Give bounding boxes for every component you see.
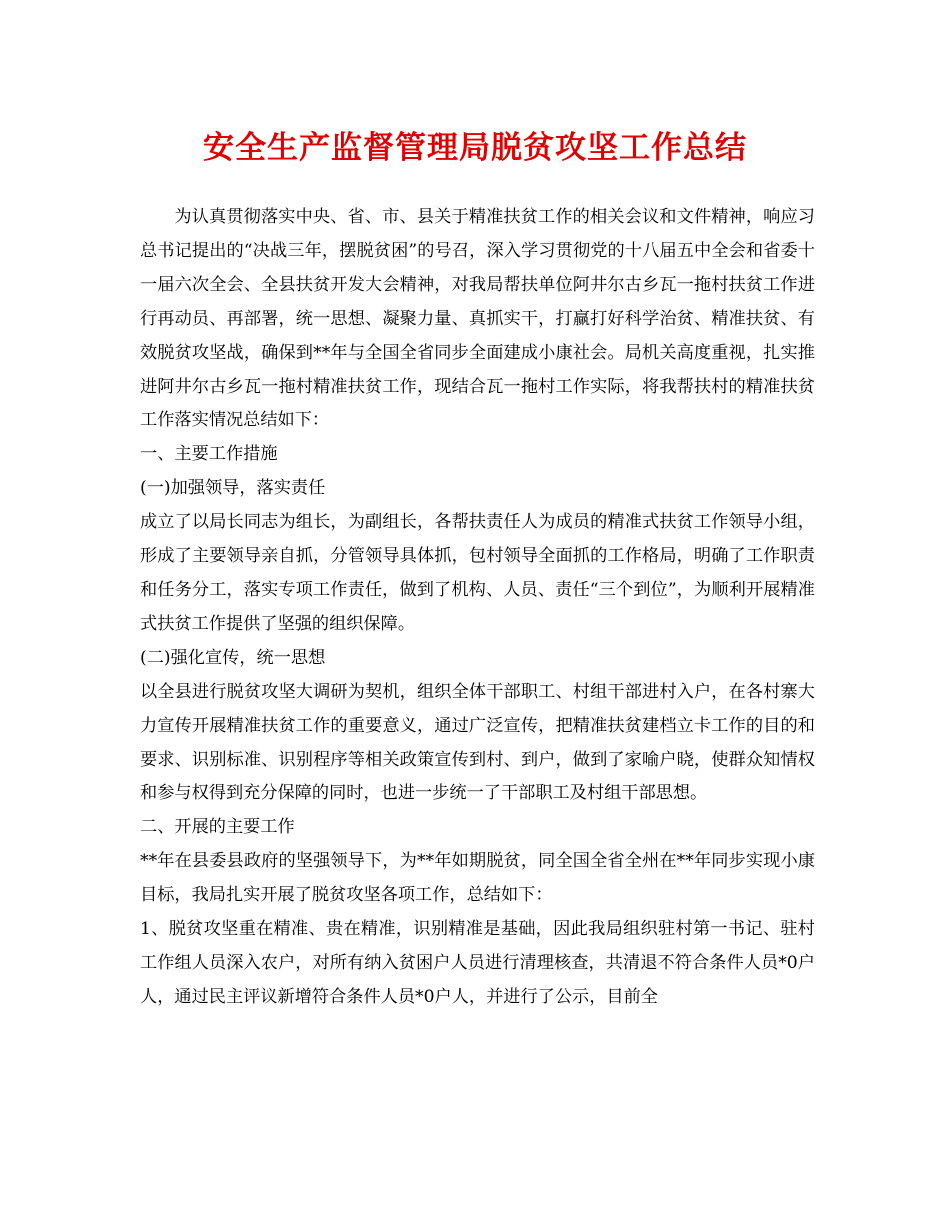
document-title: 安全生产监督管理局脱贫攻坚工作总结 — [203, 130, 747, 166]
intro-paragraph: 为认真贯彻落实中央、省、市、县关于精准扶贫工作的相关会议和文件精神，响应习总书记提出的“决战三年，摆脱贫困”的号召，深入学习贯彻党的十八届五中全会和省委十一届六次全会、全县扶贫开发大会精神，对我局帮扶单位阿井尔古乡瓦一拖村扶贫工作进行再动员、再部署，统一思想、凝聚力量、真抓实干，打赢打好科学治贫、精准扶贫、有效脱贫攻坚战，确保到**年与全国全省同步全面建成小康社会。局机关高度重视，扎实推进阿井尔古乡瓦一拖村精准扶贫工作，现结合瓦一拖村工作实际，将我帮扶村的精准扶贫工作落实情况总结如下： — [140, 207, 815, 431]
subsection-heading-publicity: (二)强化宣传，统一思想 — [140, 647, 326, 668]
paragraph-item-1: 1、脱贫攻坚重在精准、贵在精准，识别精准是基础，因此我局组织驻村第一书记、驻村工作组人员深入农户，对所有纳入贫困户人员进行清理核查，共清退不符合条件人员*0户人，通过民主评议新增符合条件人员*0户人，并进行了公示，目前全 — [140, 919, 815, 1007]
paragraph-main-work: **年在县委县政府的坚强领导下，为**年如期脱贫，同全国全省全州在**年同步实现小康目标，我局扎实开展了脱贫攻坚各项工作，总结如下： — [140, 851, 815, 906]
subsection-heading-leadership: (一)加强领导，落实责任 — [140, 478, 326, 499]
paragraph-leadership: 成立了以局长同志为组长，为副组长，各帮扶责任人为成员的精准式扶贫工作领导小组，形成了主要领导亲自抓，分管领导具体抓，包村领导全面抓的工作格局，明确了工作职责和任务分工，落实专项工作责任，做到了机构、人员、责任“三个到位”，为顺利开展精准式扶贫工作提供了坚强的组织保障。 — [140, 512, 815, 634]
document-body — [140, 201, 815, 1015]
section-heading-main-measures: 一、主要工作措施 — [140, 444, 278, 465]
section-heading-main-work: 二、开展的主要工作 — [140, 817, 295, 838]
paragraph-publicity: 以全县进行脱贫攻坚大调研为契机，组织全体干部职工、村组干部进村入户，在各村寨大力宣传开展精准扶贫工作的重要意义，通过广泛宣传，把精准扶贫建档立卡工作的目的和要求、识别标准、识别程序等相关政策宣传到村、到户，做到了家喻户晓，使群众知情权和参与权得到充分保障的同时，也进一步统一了干部职工及村组干部思想。 — [140, 681, 815, 804]
